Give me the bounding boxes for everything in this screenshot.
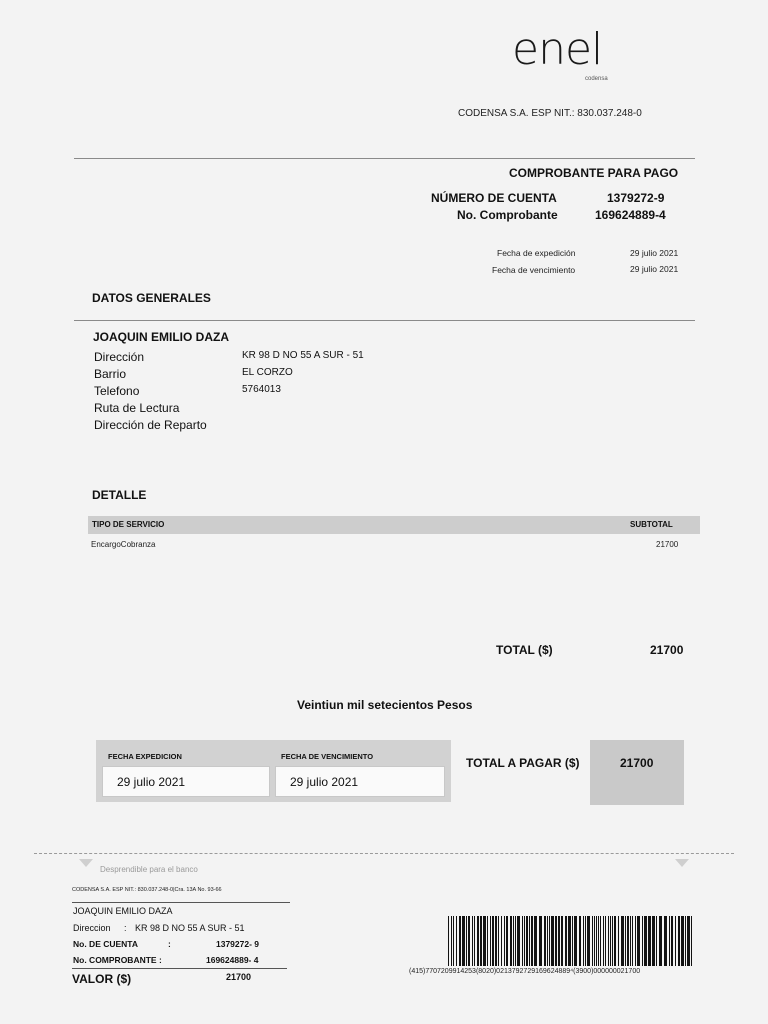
stub-customer-name: JOAQUIN EMILIO DAZA bbox=[73, 906, 173, 916]
reading-route-label: Ruta de Lectura bbox=[94, 401, 180, 415]
issue-date-label: Fecha de expedición bbox=[497, 248, 576, 258]
address-value: KR 98 D NO 55 A SUR - 51 bbox=[242, 350, 364, 361]
stub-valor-value: 21700 bbox=[226, 972, 252, 982]
payment-due-date-box bbox=[275, 766, 445, 797]
cut-arrow-right-icon bbox=[675, 859, 689, 867]
detach-note: Desprendible para el banco bbox=[100, 865, 198, 874]
due-date-label: Fecha de vencimiento bbox=[492, 265, 576, 275]
due-date-value: 29 julio 2021 bbox=[630, 264, 679, 274]
barcode-text: (415)7707209914253(8020)0213792729169624889⁴(3900)000000021700 bbox=[409, 968, 641, 975]
stub-company-line: CODENSA S.A. ESP NIT.: 830.037.248-0|Cra. 13A No. 93-66 bbox=[72, 887, 222, 893]
stub-valor-label: VALOR ($) bbox=[72, 972, 132, 986]
total-to-pay-box bbox=[590, 740, 684, 805]
stub-divider-top bbox=[72, 902, 290, 903]
total-to-pay-value: 21700 bbox=[620, 756, 654, 770]
cut-line bbox=[34, 853, 734, 854]
stub-address-sep: : bbox=[124, 923, 127, 933]
total-label: TOTAL ($) bbox=[496, 643, 553, 657]
logo-subtitle: codensa bbox=[585, 76, 608, 82]
stub-account-label: No. DE CUENTA bbox=[73, 939, 139, 949]
header-divider bbox=[74, 158, 695, 159]
customer-name: JOAQUIN EMILIO DAZA bbox=[93, 330, 230, 344]
cut-arrow-left-icon bbox=[79, 859, 93, 867]
service-column-header: TIPO DE SERVICIO bbox=[92, 520, 165, 529]
stub-address-label: Direccion bbox=[73, 923, 111, 933]
voucher-number-label: No. Comprobante bbox=[457, 208, 558, 222]
payment-issue-date-box bbox=[102, 766, 270, 797]
payment-issue-date-label: FECHA EXPEDICION bbox=[108, 752, 182, 761]
neighborhood-label: Barrio bbox=[94, 367, 127, 381]
voucher-number-value: 169624889-4 bbox=[595, 208, 666, 222]
neighborhood-value: EL CORZO bbox=[242, 367, 293, 378]
payment-issue-date-value: 29 julio 2021 bbox=[117, 775, 186, 789]
detail-table-header bbox=[88, 516, 700, 534]
stub-voucher-label: No. COMPROBANTE : bbox=[73, 955, 162, 965]
general-divider bbox=[74, 320, 695, 321]
total-value: 21700 bbox=[650, 643, 684, 657]
stub-address-value: KR 98 D NO 55 A SUR - 51 bbox=[135, 923, 245, 933]
address-label: Dirección bbox=[94, 350, 145, 364]
total-to-pay-label: TOTAL A PAGAR ($) bbox=[466, 756, 580, 770]
dates-box bbox=[96, 740, 451, 802]
account-number-value: 1379272-9 bbox=[607, 191, 665, 205]
payment-due-date-label: FECHA DE VENCIMIENTO bbox=[281, 752, 374, 761]
company-nit: CODENSA S.A. ESP NIT.: 830.037.248-0 bbox=[458, 108, 642, 119]
general-data-title: DATOS GENERALES bbox=[92, 291, 211, 305]
enel-logo: enel bbox=[512, 24, 603, 75]
stub-voucher-value: 169624889- 4 bbox=[206, 955, 259, 965]
table-row-service: EncargoCobranza bbox=[91, 540, 156, 549]
phone-value: 5764013 bbox=[242, 384, 281, 395]
table-row-subtotal: 21700 bbox=[656, 540, 679, 549]
stub-account-sep: : bbox=[168, 939, 171, 949]
issue-date-value: 29 julio 2021 bbox=[630, 248, 679, 258]
stub-account-value: 1379272- 9 bbox=[216, 939, 260, 949]
delivery-address-label: Dirección de Reparto bbox=[94, 418, 207, 432]
phone-label: Telefono bbox=[94, 384, 140, 398]
amount-in-words: Veintiun mil setecientos Pesos bbox=[297, 698, 473, 712]
subtotal-column-header: SUBTOTAL bbox=[630, 520, 673, 529]
account-number-label: NÚMERO DE CUENTA bbox=[431, 191, 557, 205]
voucher-title: COMPROBANTE PARA PAGO bbox=[509, 166, 679, 180]
detail-title: DETALLE bbox=[92, 488, 147, 502]
barcode bbox=[448, 916, 692, 966]
payment-due-date-value: 29 julio 2021 bbox=[290, 775, 359, 789]
stub-divider-bottom bbox=[72, 968, 287, 969]
